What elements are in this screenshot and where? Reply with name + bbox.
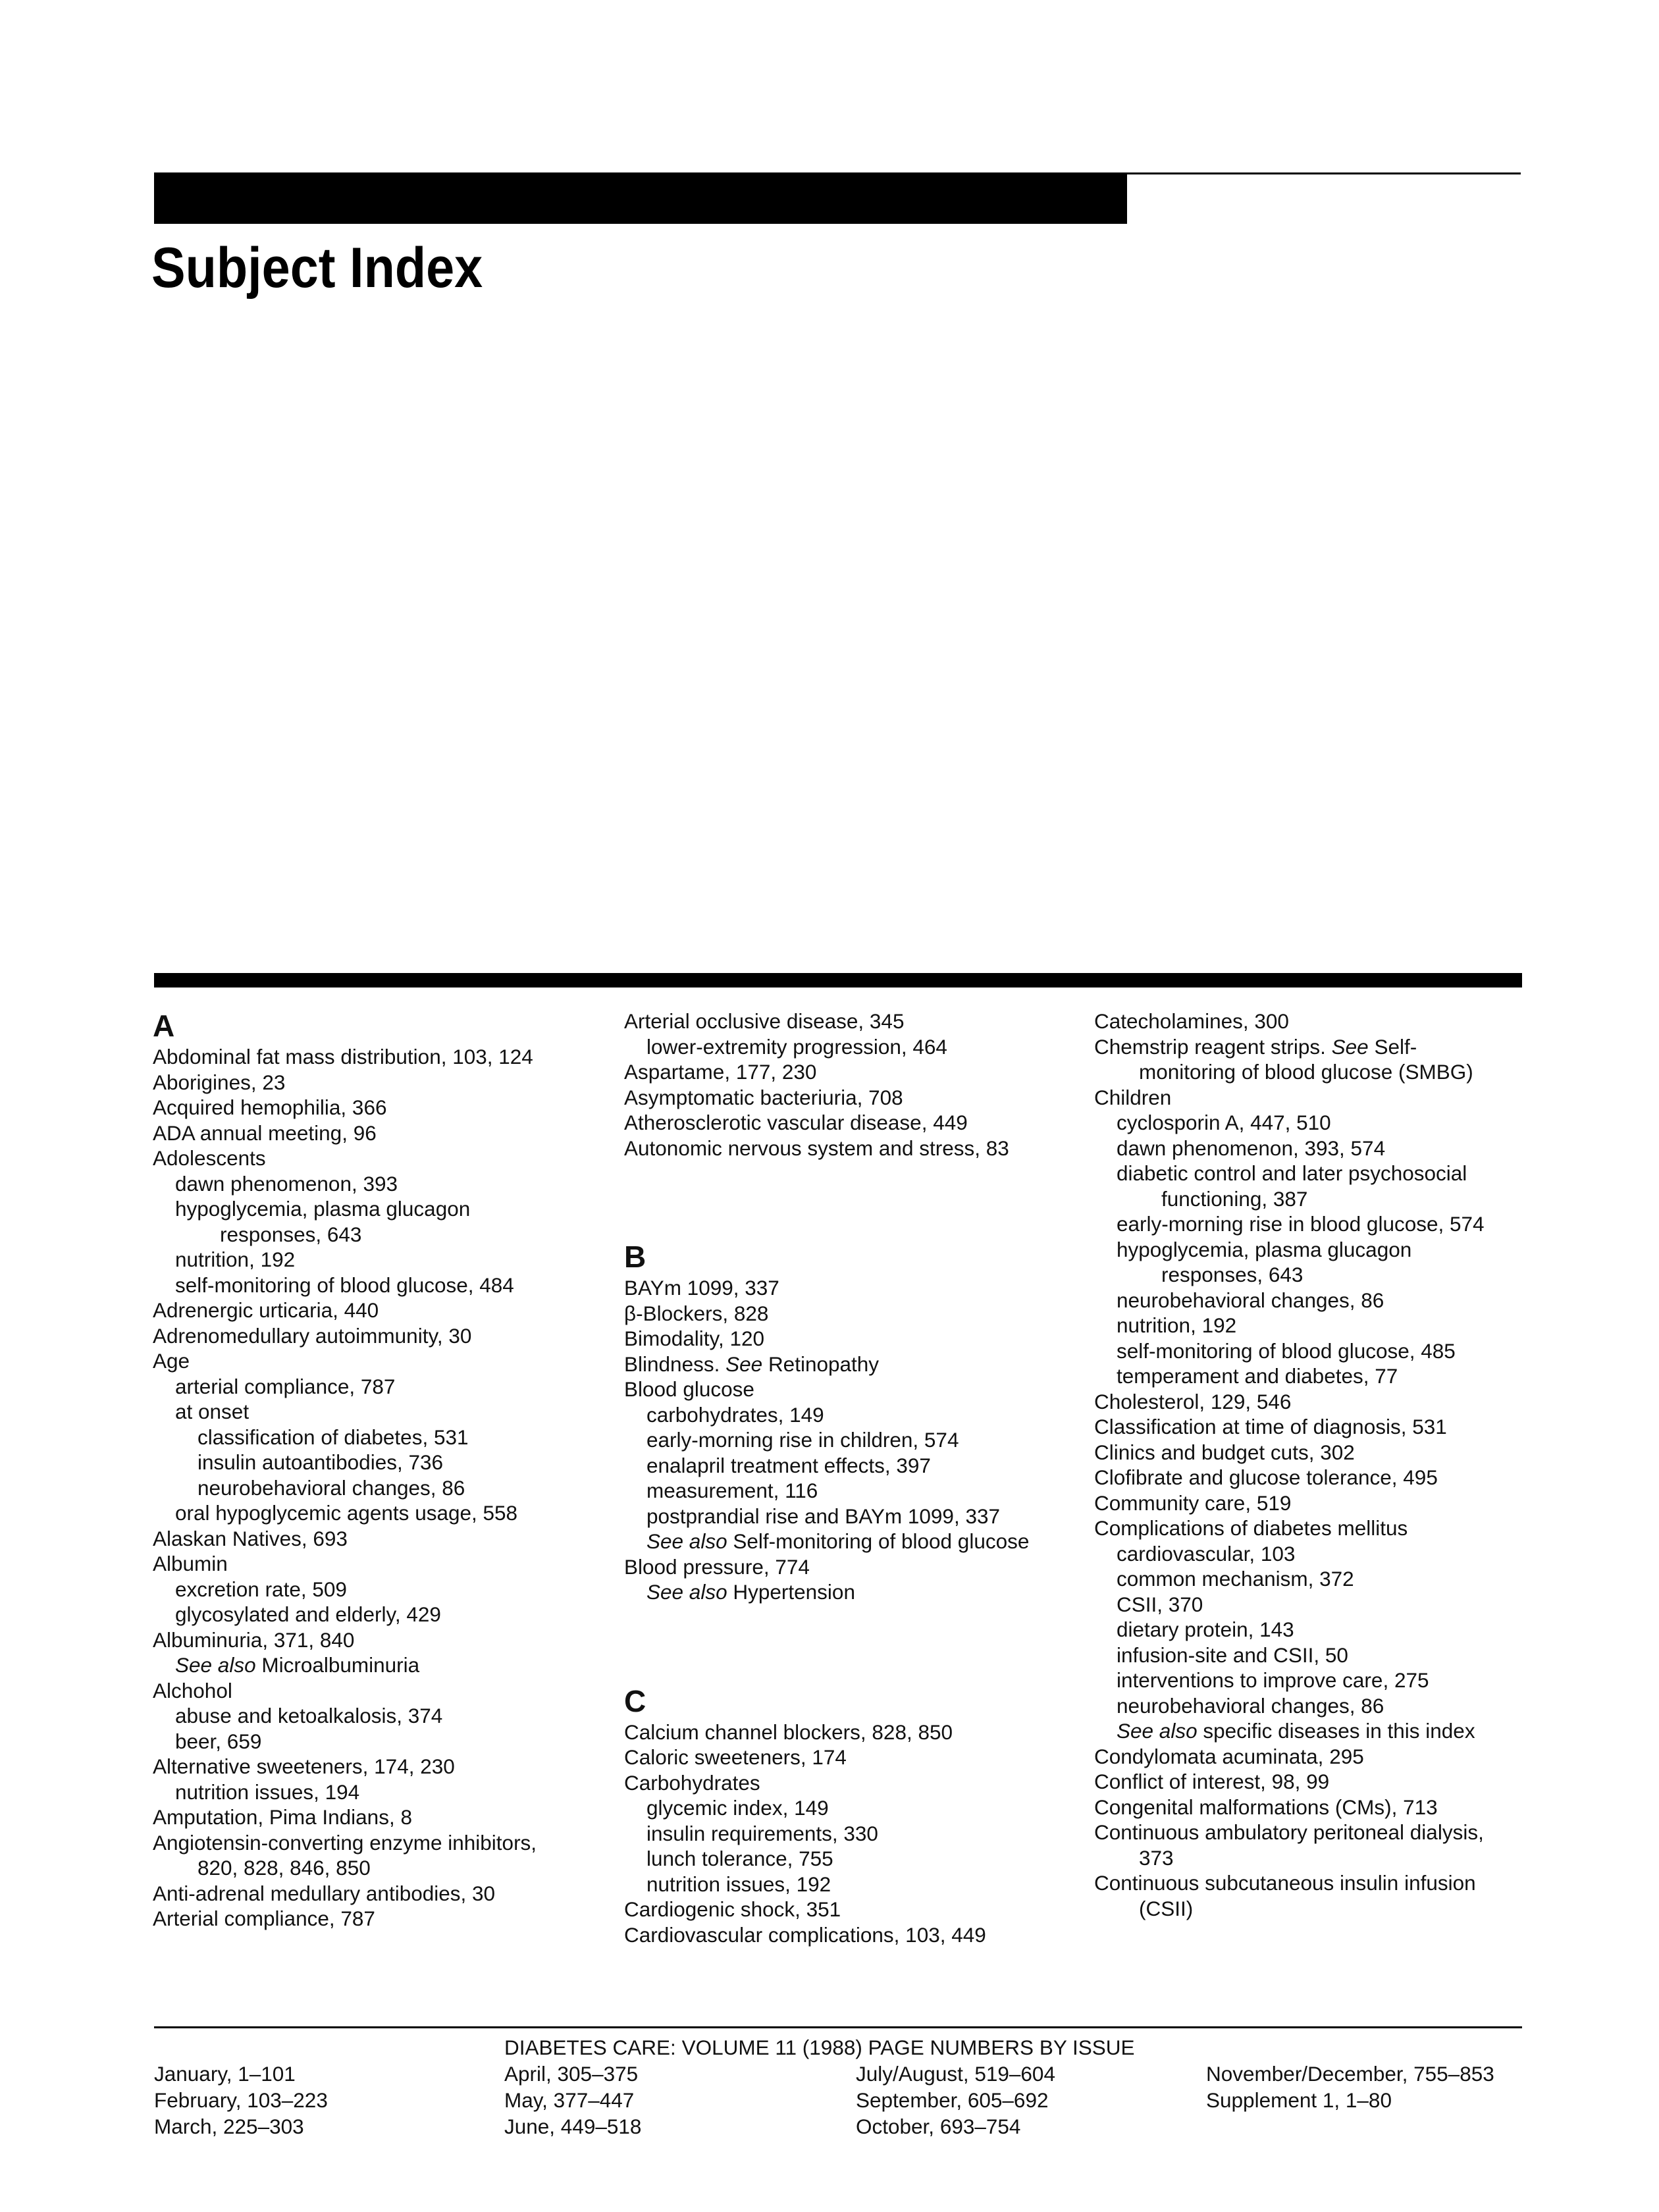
index-entry: Cardiovascular complications, 103, 449 <box>624 1922 986 1947</box>
index-entry: Aborigines, 23 <box>153 1070 286 1094</box>
index-entry-continuation: (CSII) <box>1139 1896 1194 1920</box>
index-entry: Congenital malformations (CMs), 713 <box>1094 1795 1438 1819</box>
index-subentry: nutrition issues, 192 <box>646 1872 831 1896</box>
index-entry: Autonomic nervous system and stress, 83 <box>624 1136 1009 1160</box>
index-entry: Atherosclerotic vascular disease, 449 <box>624 1111 968 1134</box>
index-entry: Complications of diabetes mellitus <box>1094 1516 1408 1540</box>
index-entry: Adrenomedullary autoimmunity, 30 <box>153 1323 472 1348</box>
index-subentry: cyclosporin A, 447, 510 <box>1117 1111 1331 1134</box>
index-entry: Anti-adrenal medullary antibodies, 30 <box>153 1881 496 1905</box>
index-subentry: measurement, 116 <box>646 1479 818 1502</box>
index-entry: Catecholamines, 300 <box>1094 1009 1289 1033</box>
index-subentry <box>1094 1718 1529 1744</box>
index-subentry: lower-extremity progression, 464 <box>646 1034 947 1059</box>
section-gap <box>624 1161 1085 1240</box>
index-entry: Carbohydrates <box>624 1770 760 1795</box>
issue-page-range: April, 305–375 <box>504 2062 639 2086</box>
index-entry: Blood pressure, 774 <box>624 1554 810 1579</box>
index-subentry: enalapril treatment effects, 397 <box>646 1453 931 1477</box>
index-subentry: CSII, 370 <box>1117 1592 1203 1616</box>
index-entry <box>1094 1034 1529 1060</box>
index-entry: Conflict of interest, 98, 99 <box>1094 1770 1330 1793</box>
index-entry: Children <box>1094 1085 1172 1109</box>
index-subentry: diabetic control and later psychosocial <box>1117 1161 1467 1185</box>
index-column-1 <box>153 1009 581 1932</box>
footer-issues-col-1 <box>154 2061 328 2140</box>
see-also-reference: See also <box>175 1653 256 1677</box>
issue-page-range: March, 225–303 <box>154 2115 304 2138</box>
issue-page-range: November/December, 755–853 <box>1206 2062 1494 2086</box>
index-subentry: excretion rate, 509 <box>175 1577 347 1601</box>
footer-rule <box>154 2026 1522 2028</box>
index-subentry: self-monitoring of blood glucose, 485 <box>1117 1338 1456 1363</box>
index-entry: BAYm 1099, 337 <box>624 1276 779 1300</box>
cross-reference-target: specific diseases in this index <box>1203 1719 1475 1743</box>
index-entry: Community care, 519 <box>1094 1490 1292 1515</box>
index-entry: Alaskan Natives, 693 <box>153 1526 348 1550</box>
index-entry: Acquired hemophilia, 366 <box>153 1095 387 1119</box>
issue-page-range: May, 377–447 <box>504 2088 635 2112</box>
index-column-3 <box>1094 1009 1529 1921</box>
index-entry: Cardiogenic shock, 351 <box>624 1897 841 1921</box>
index-subentry <box>624 1529 1085 1554</box>
index-entry: Continuous ambulatory peritoneal dialysis, <box>1094 1820 1484 1844</box>
header-rule <box>1127 172 1521 174</box>
index-subentry: dawn phenomenon, 393, 574 <box>1117 1136 1386 1160</box>
index-entry: Amputation, Pima Indians, 8 <box>153 1805 412 1829</box>
index-entry: Bimodality, 120 <box>624 1327 765 1350</box>
index-entry: Albuminuria, 371, 840 <box>153 1627 355 1652</box>
index-subentry: postprandial rise and BAYm 1099, 337 <box>646 1504 1001 1528</box>
cross-reference-target: Self-monitoring of blood glucose <box>733 1529 1030 1553</box>
index-entry-continuation: 373 <box>1139 1845 1174 1870</box>
index-subentry: early-morning rise in children, 574 <box>646 1428 959 1452</box>
issue-page-range: February, 103–223 <box>154 2088 328 2112</box>
index-entry: Angiotensin-converting enzyme inhibitors, <box>153 1830 537 1855</box>
section-gap <box>624 1605 1085 1684</box>
index-entry: Calcium channel blockers, 828, 850 <box>624 1720 953 1744</box>
index-subentry: carbohydrates, 149 <box>646 1402 824 1427</box>
index-divider-bar <box>154 973 1522 988</box>
index-subentry: self-monitoring of blood glucose, 484 <box>175 1273 514 1297</box>
index-subentry <box>624 1579 1085 1605</box>
index-entry: Albumin <box>153 1552 228 1575</box>
index-entry: Adrenergic urticaria, 440 <box>153 1298 379 1322</box>
issue-page-range: January, 1–101 <box>154 2062 296 2086</box>
index-entry: Arterial occlusive disease, 345 <box>624 1009 905 1033</box>
section-letter: B <box>624 1240 646 1274</box>
cross-reference-target: Hypertension <box>733 1580 855 1604</box>
index-subentry: at onset <box>175 1400 250 1423</box>
index-subentry: hypoglycemia, plasma glucagon <box>1117 1237 1412 1261</box>
index-subentry: oral hypoglycemic agents usage, 558 <box>175 1501 518 1525</box>
index-subentry: glycemic index, 149 <box>646 1796 829 1820</box>
page-title: Subject Index <box>151 236 483 300</box>
index-subentry: insulin autoantibodies, 736 <box>198 1450 444 1474</box>
issue-page-range: Supplement 1, 1–80 <box>1206 2088 1392 2112</box>
see-reference: See <box>725 1352 763 1376</box>
index-subentry: nutrition, 192 <box>1117 1313 1237 1337</box>
index-subentry: temperament and diabetes, 77 <box>1117 1364 1398 1388</box>
index-subentry: lunch tolerance, 755 <box>646 1847 833 1870</box>
index-subentry: neurobehavioral changes, 86 <box>198 1475 465 1500</box>
index-subentry <box>153 1652 581 1678</box>
cross-reference-target: Retinopathy <box>768 1352 880 1376</box>
issue-page-range: June, 449–518 <box>504 2115 642 2138</box>
see-also-reference: See also <box>1117 1719 1198 1743</box>
footer-issues-col-4 <box>1206 2061 1494 2113</box>
index-subentry: nutrition issues, 194 <box>175 1779 360 1804</box>
index-entry: Aspartame, 177, 230 <box>624 1060 817 1084</box>
index-term: Blindness. <box>624 1352 720 1376</box>
index-entry: Arterial compliance, 787 <box>153 1907 375 1930</box>
index-entry: Alchohol <box>153 1678 232 1702</box>
header-black-bar <box>154 172 1127 224</box>
see-also-reference: See also <box>646 1529 727 1553</box>
index-entry: Abdominal fat mass distribution, 103, 124 <box>153 1045 533 1068</box>
issue-page-range: October, 693–754 <box>856 2115 1021 2138</box>
index-entry: Condylomata acuminata, 295 <box>1094 1744 1364 1768</box>
index-entry-continuation: monitoring of blood glucose (SMBG) <box>1139 1060 1473 1084</box>
index-subentry: cardiovascular, 103 <box>1117 1541 1296 1566</box>
index-subentry: glycosylated and elderly, 429 <box>175 1602 441 1626</box>
footer-issues-col-3 <box>856 2061 1055 2140</box>
index-entry: Blood glucose <box>624 1377 754 1401</box>
index-subentry: hypoglycemia, plasma glucagon <box>175 1197 471 1221</box>
index-entry: Classification at time of diagnosis, 531 <box>1094 1415 1447 1438</box>
index-entry-continuation: 820, 828, 846, 850 <box>198 1856 371 1880</box>
footer-title: DIABETES CARE: VOLUME 11 (1988) PAGE NUMBERS BY ISSUE <box>504 2036 1135 2059</box>
issue-page-range: September, 605–692 <box>856 2088 1049 2112</box>
index-entry: Cholesterol, 129, 546 <box>1094 1389 1292 1413</box>
index-subentry: common mechanism, 372 <box>1117 1567 1354 1591</box>
index-entry-continuation: responses, 643 <box>1161 1263 1304 1286</box>
index-entry: Continuous subcutaneous insulin infusion <box>1094 1871 1476 1895</box>
index-subentry: early-morning rise in blood glucose, 574 <box>1117 1212 1485 1236</box>
index-subentry: classification of diabetes, 531 <box>198 1425 469 1449</box>
index-subentry: nutrition, 192 <box>175 1248 296 1271</box>
section-letter: C <box>624 1683 646 1718</box>
index-subentry: insulin requirements, 330 <box>646 1821 878 1845</box>
footer-issues-col-2 <box>504 2061 641 2140</box>
index-entry: Caloric sweeteners, 174 <box>624 1745 847 1769</box>
index-subentry: dietary protein, 143 <box>1117 1618 1294 1641</box>
cross-reference-target: Self- <box>1374 1034 1417 1059</box>
index-entry: Age <box>153 1349 190 1373</box>
index-entry-continuation: responses, 643 <box>220 1222 362 1246</box>
section-letter: A <box>153 1009 175 1043</box>
see-also-reference: See also <box>646 1580 727 1604</box>
index-subentry: beer, 659 <box>175 1729 262 1753</box>
index-entry: Clinics and budget cuts, 302 <box>1094 1440 1355 1464</box>
index-term: Chemstrip reagent strips. <box>1094 1034 1326 1059</box>
index-subentry: abuse and ketoalkalosis, 374 <box>175 1704 443 1727</box>
index-subentry: interventions to improve care, 275 <box>1117 1668 1429 1692</box>
issue-page-range: July/August, 519–604 <box>856 2062 1055 2086</box>
index-entry <box>624 1352 1085 1377</box>
cross-reference-target: Microalbuminuria <box>261 1653 420 1677</box>
index-entry: ADA annual meeting, 96 <box>153 1120 377 1145</box>
index-subentry: neurobehavioral changes, 86 <box>1117 1288 1384 1312</box>
see-reference: See <box>1331 1034 1369 1059</box>
index-entry: Adolescents <box>153 1146 266 1170</box>
index-entry: β-Blockers, 828 <box>624 1301 769 1325</box>
index-subentry: dawn phenomenon, 393 <box>175 1171 398 1196</box>
index-subentry: neurobehavioral changes, 86 <box>1117 1693 1384 1718</box>
index-subentry: arterial compliance, 787 <box>175 1374 396 1398</box>
index-entry-continuation: functioning, 387 <box>1161 1186 1308 1211</box>
index-entry: Asymptomatic bacteriuria, 708 <box>624 1085 903 1109</box>
index-column-2 <box>624 1009 1085 1947</box>
index-entry: Alternative sweeteners, 174, 230 <box>153 1754 455 1778</box>
index-subentry: infusion-site and CSII, 50 <box>1117 1643 1348 1667</box>
index-entry: Clofibrate and glucose tolerance, 495 <box>1094 1465 1438 1489</box>
